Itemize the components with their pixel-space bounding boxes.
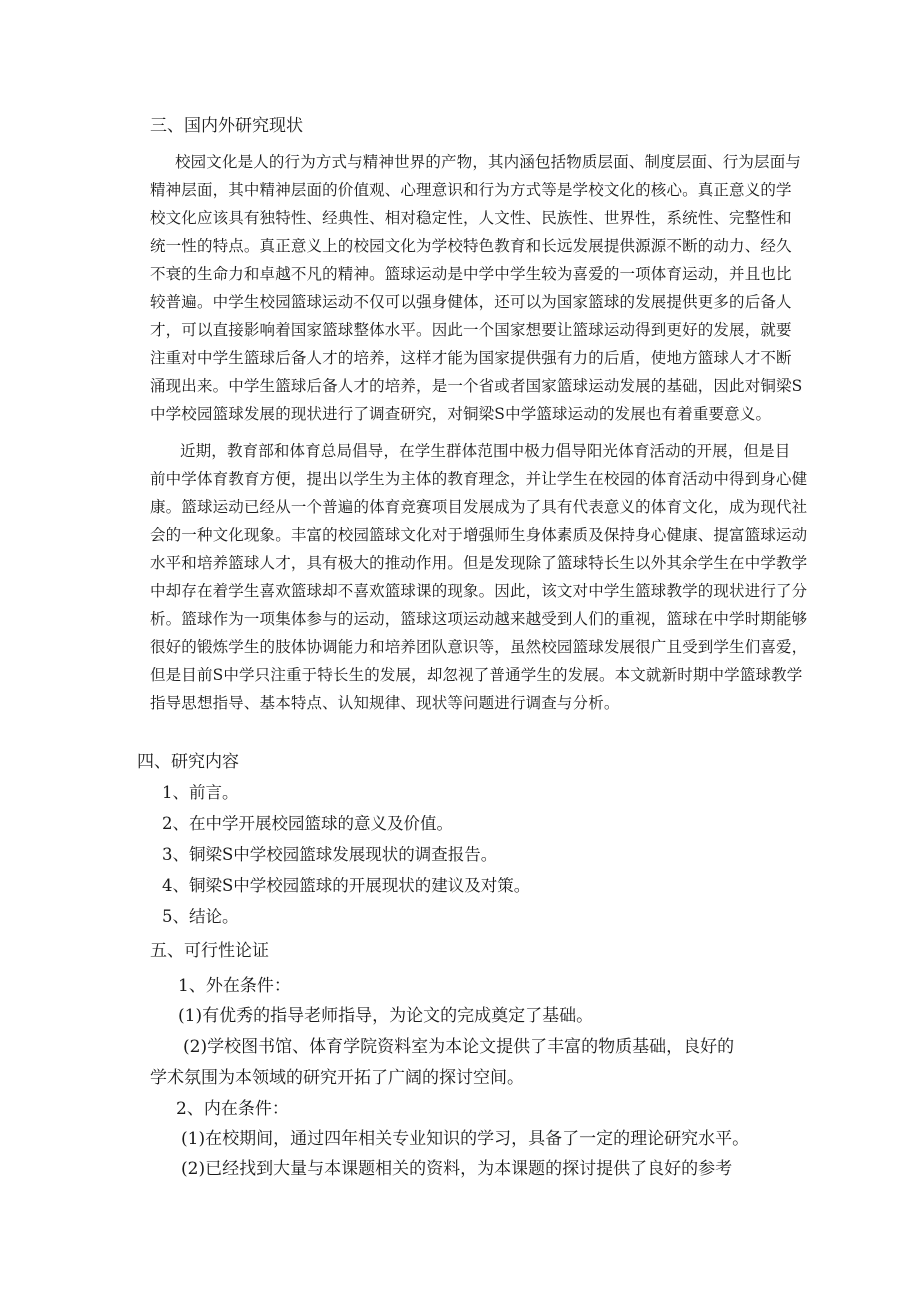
- paragraph-line: 水平和培养篮球人才，具有极大的推动作用。但是发现除了篮球特长生以外其余学生在中学教学: [150, 554, 808, 572]
- condition-line: 学术氛围为本领域的研究开拓了广阔的探讨空间。: [150, 1068, 524, 1088]
- paragraph-line: 康。篮球运动已经从一个普遍的体育竞赛项目发展成为了具有代表意义的体育文化，成为现代社: [150, 498, 808, 516]
- condition-line: (1)有优秀的指导老师指导，为论文的完成奠定了基础。: [178, 1006, 594, 1026]
- section-5-heading: 五、可行性论证: [150, 941, 269, 961]
- paragraph-line: 较普遍。中学生校园篮球运动不仅可以强身健体，还可以为国家篮球的发展提供更多的后备人: [150, 293, 792, 311]
- paragraph-line: 前中学体育教育方便，提出以学生为主体的教育理念，并让学生在校园的体育活动中得到身心健: [150, 470, 808, 488]
- internal-conditions-title: 2、内在条件：: [176, 1099, 289, 1119]
- paragraph-line: 才，可以直接影响着国家篮球整体水平。因此一个国家想要让篮球运动得到更好的发展，就要: [150, 321, 792, 339]
- paragraph-line: 会的一种文化现象。丰富的校园篮球文化对于增强师生身体素质及保持身心健康、提富篮球运动: [150, 526, 808, 544]
- list-item: 2、在中学开展校园篮球的意义及价值。: [162, 814, 453, 833]
- paragraph-line: 不衰的生命力和卓越不凡的精神。篮球运动是中学中学生较为喜爱的一项体育运动，并且也比: [150, 265, 792, 283]
- condition-line: (2)已经找到大量与本课题相关的资料，为本课题的探讨提供了良好的参考: [181, 1159, 733, 1179]
- paragraph-line: 涌现出来。中学生篮球后备人才的培养，是一个省或者国家篮球运动发展的基础，因此对铜梁S: [150, 377, 803, 395]
- paragraph-line: 很好的锻炼学生的肢体协调能力和培养团队意识等，虽然校园篮球发展很广且受到学生们喜爱，: [150, 638, 808, 656]
- list-item: 3、铜梁S中学校园篮球发展现状的调查报告。: [162, 845, 498, 864]
- paragraph-line: 中却存在着学生喜欢篮球却不喜欢篮球课的现象。因此，该文对中学生篮球教学的现状进行了分: [150, 582, 808, 600]
- paragraph-line: 校园文化是人的行为方式与精神世界的产物，其内涵包括物质层面、制度层面、行为层面与: [175, 153, 802, 171]
- external-conditions-title: 1、外在条件：: [178, 976, 291, 996]
- paragraph-line: 精神层面，其中精神层面的价值观、心理意识和行为方式等是学校文化的核心。真正意义的学: [150, 181, 792, 199]
- list-item: 1、前言。: [162, 783, 239, 802]
- paragraph-line: 但是目前S中学只注重于特长生的发展，却忽视了普通学生的发展。本文就新时期中学篮球教学: [150, 666, 803, 684]
- paragraph-line: 注重对中学生篮球后备人才的培养，这样才能为国家提供强有力的后盾，使地方篮球人才不断: [150, 349, 792, 367]
- list-item: 4、铜梁S中学校园篮球的开展现状的建议及对策。: [162, 876, 531, 895]
- condition-line: (1)在校期间，通过四年相关专业知识的学习，具备了一定的理论研究水平。: [181, 1129, 750, 1149]
- section-3-heading: 三、国内外研究现状: [150, 116, 303, 136]
- paragraph-line: 统一性的特点。真正意义上的校园文化为学校特色教育和长远发展提供源源不断的动力、经久: [150, 237, 792, 255]
- section-4-heading: 四、研究内容: [137, 752, 239, 772]
- list-item: 5、结论。: [162, 907, 239, 926]
- paragraph-line: 校文化应该具有独特性、经典性、相对稳定性，人文性、民族性、世界性，系统性、完整性和: [150, 209, 792, 227]
- paragraph-line: 指导思想指导、基本特点、认知规律、现状等问题进行调查与分析。: [150, 694, 620, 712]
- paragraph-line: 近期，教育部和体育总局倡导，在学生群体范围中极力倡导阳光体育活动的开展，但是目: [180, 442, 791, 460]
- paragraph-line: 析。篮球作为一项集体参与的运动，篮球这项运动越来越受到人们的重视，篮球在中学时期能够: [150, 610, 808, 628]
- paragraph-line: 中学校园篮球发展的现状进行了调查研究，对铜梁S中学篮球运动的发展也有着重要意义。: [150, 405, 772, 423]
- condition-line: (2)学校图书馆、体育学院资料室为本论文提供了丰富的物质基础，良好的: [183, 1037, 735, 1057]
